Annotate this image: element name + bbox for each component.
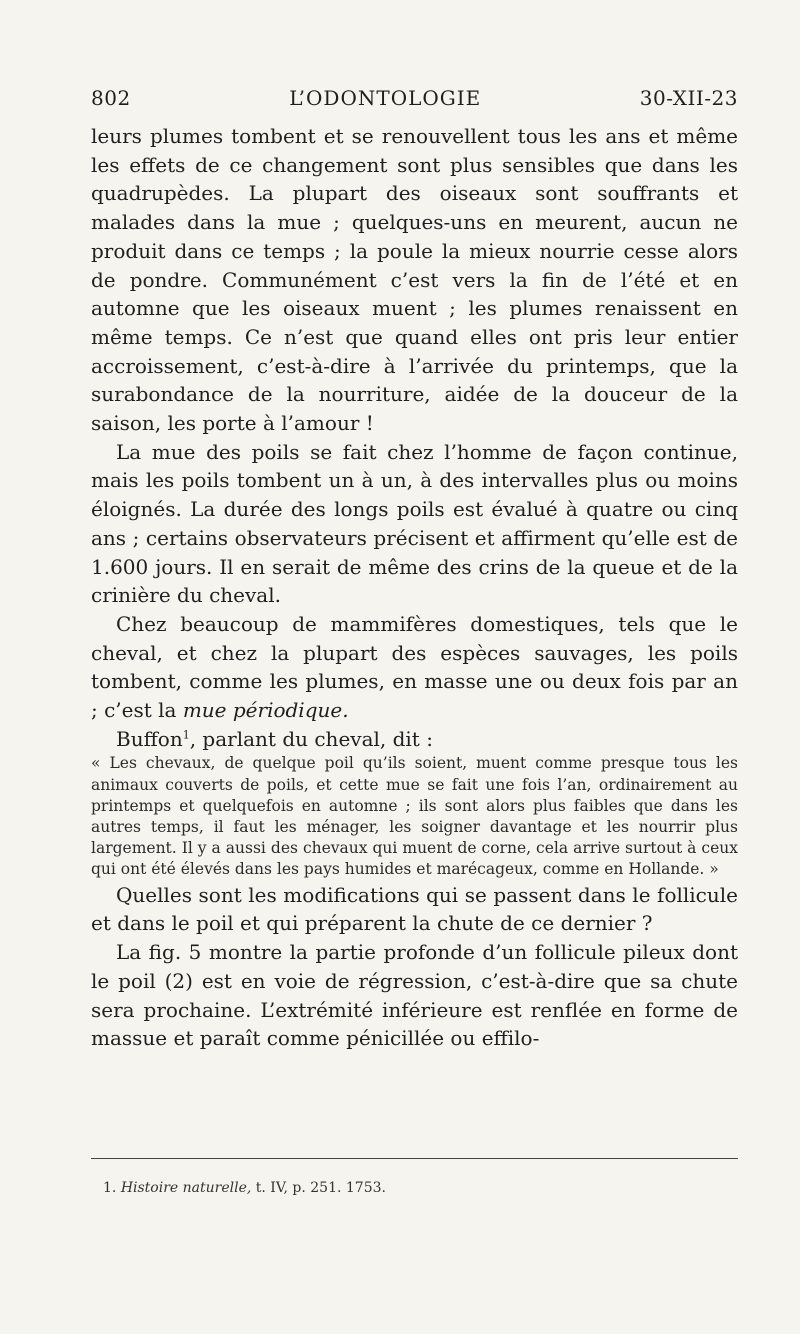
running-title: L’ODONTOLOGIE [289, 86, 482, 110]
footnote-mark: 1 [182, 728, 190, 742]
footnote-title: Histoire naturelle, [120, 1180, 252, 1196]
paragraph-2: La mue des poils se fait chez l’homme de façon continue, mais les poils tombent un à un, à des intervalles plus ou moins éloignés. La durée des longs poils est évalué à quatre ou cinq ans ; certains observateurs précisent et affirment qu’elle est de 1.600 jours. Il en serait de même des crins de la queue et de la crinière du cheval. [91, 439, 738, 608]
buffon-rest: , parlant du cheval, dit : [189, 726, 433, 751]
footnote-number: 1. [103, 1180, 117, 1196]
footnote-ref: t. IV, p. 251. 1753. [255, 1180, 386, 1196]
page-number: 802 [91, 86, 131, 110]
footnote-rule [91, 1158, 738, 1159]
italic-phrase: mue périodique. [182, 698, 349, 723]
running-header [91, 86, 738, 110]
paragraph-3 [91, 610, 738, 725]
footnote [103, 1180, 723, 1196]
issue-date: 30-XII-23 [639, 86, 738, 110]
buffon-name: Buffon [116, 726, 183, 751]
buffon-quote: « Les chevaux, de quelque poil qu’ils soient, muent comme presque tous les animaux couverts de poils, et cette mue se fait une fois l’an, ordinairement au printemps et quelquefois en automne ; ils sont alors plus faibles que dans les autres temps, il faut les ménager, les soigner davantage et les nourrir plus largement. Il y a aussi des chevaux qui muent de corne, cela arrive surtout à ceux qui ont été élevés dans les pays humides et marécageux, comme en Hollande. » [91, 754, 738, 879]
paragraph-5: La fig. 5 montre la partie profonde d’un follicule pileux dont le poil (2) est en voie de régression, c’est-à-dire que sa chute sera prochaine. L’extrémité inférieure est renflée en forme de massue et paraît comme pénicillée ou effilo- [91, 940, 738, 1051]
paragraph-3-text: Chez beaucoup de mammifères domestiques, tels que le cheval, et chez la plupart des espèces sauvages, les poils tombent, comme les plumes, en masse une ou deux fois par an ; c’est la [91, 611, 738, 723]
buffon-intro [91, 725, 738, 754]
paragraph-1: leurs plumes tombent et se renouvellent tous les ans et même les effets de ce changement sont plus sensibles que dans les quadrupèdes. La plupart des oiseaux sont souffrants et malades dans la mue ; quelques-uns en meurent, aucun ne produit dans ce temps ; la poule la mieux nourrie cesse alors de pondre. Communément c’est vers la fin de l’été et en automne que les oiseaux muent ; les plumes renaissent en même temps. Ce n’est que quand elles ont pris leur entier accroissement, c’est-à-dire à l’arrivée du printemps, que la surabondance de la nourriture, aidée de la douceur de la saison, les porte à l’amour ! [91, 124, 738, 436]
main-text [91, 122, 738, 1053]
paragraph-4: Quelles sont les modifications qui se passent dans le follicule et dans le poil et qui préparent la chute de ce dernier ? [91, 882, 738, 936]
